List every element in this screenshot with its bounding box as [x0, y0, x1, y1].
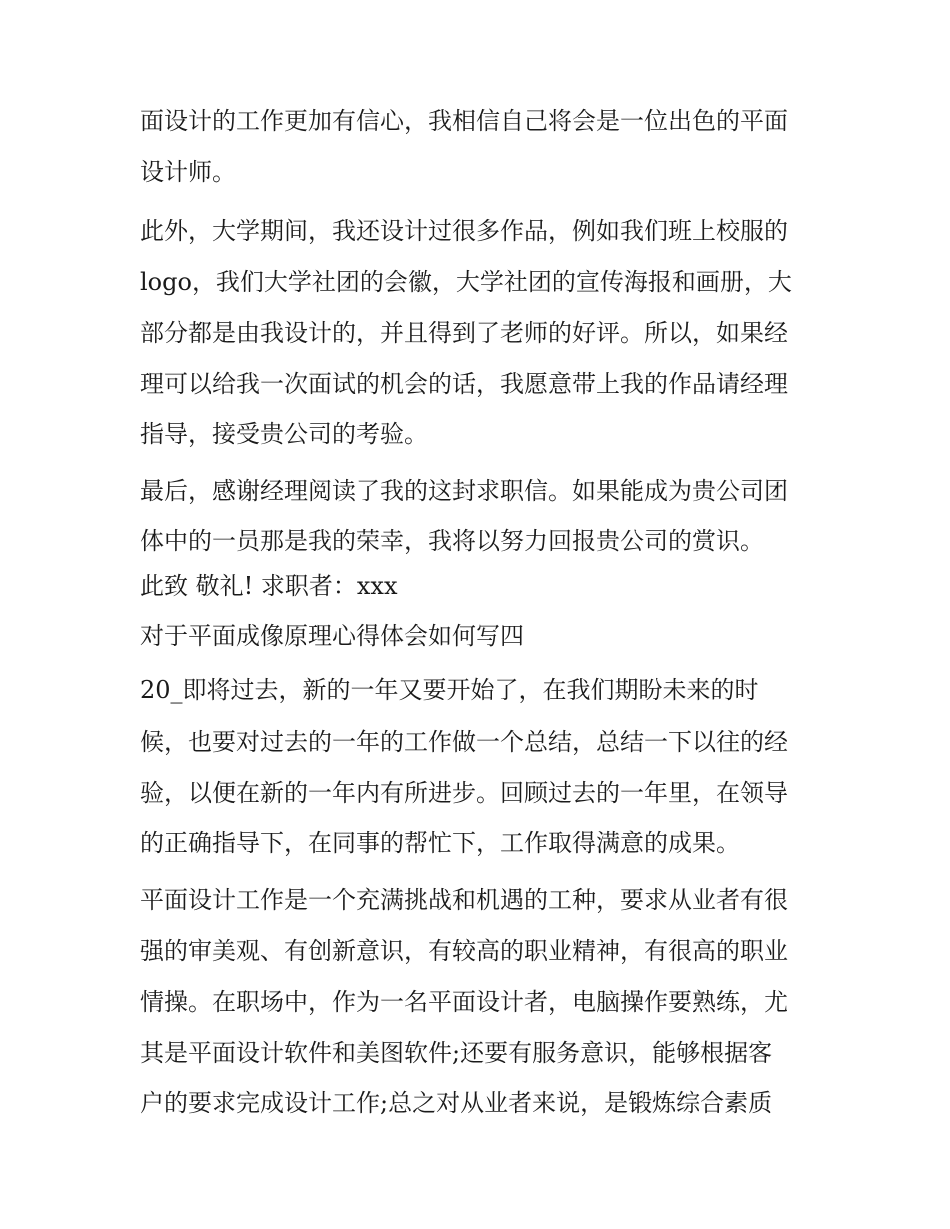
text-line: 强的审美观、有创新意识，有较高的职业精神，有很高的职业	[140, 937, 788, 965]
text-line: 的正确指导下，在同事的帮忙下，工作取得满意的成果。	[140, 829, 740, 857]
text-line: 20_即将过去，新的一年又要开始了，在我们期盼未来的时	[140, 676, 759, 704]
text-line: 部分都是由我设计的，并且得到了老师的好评。所以，如果经	[140, 319, 788, 347]
text-line: 此外，大学期间，我还设计过很多作品，例如我们班上校服的	[140, 217, 788, 245]
text-line: 其是平面设计软件和美图软件;还要有服务意识，能够根据客	[140, 1039, 773, 1067]
text-line: 此致 敬礼! 求职者：xxx	[140, 572, 398, 600]
text-line: 指导，接受贵公司的考验。	[140, 420, 428, 448]
text-line: 候，也要对过去的一年的工作做一个总结，总结一下以往的经	[140, 728, 788, 756]
text-line: 平面设计工作是一个充满挑战和机遇的工种，要求从业者有很	[140, 886, 788, 914]
text-line: 最后，感谢经理阅读了我的这封求职信。如果能成为贵公司团	[140, 477, 788, 505]
text-line: 情操。在职场中，作为一名平面设计者，电脑操作要熟练，尤	[140, 988, 788, 1016]
text-line: logo，我们大学社团的会徽，大学社团的宣传海报和画册，大	[140, 268, 792, 296]
text-line: 体中的一员那是我的荣幸，我将以努力回报贵公司的赏识。	[140, 527, 764, 555]
text-line: 户的要求完成设计工作;总之对从业者来说，是锻炼综合素质	[140, 1089, 773, 1117]
section-heading: 对于平面成像原理心得体会如何写四	[140, 622, 524, 650]
text-line: 理可以给我一次面试的机会的话，我愿意带上我的作品请经理	[140, 370, 788, 398]
text-line: 面设计的工作更加有信心，我相信自己将会是一位出色的平面	[140, 107, 788, 135]
text-line: 验，以便在新的一年内有所进步。回顾过去的一年里，在领导	[140, 779, 788, 807]
text-line: 设计师。	[140, 158, 236, 186]
